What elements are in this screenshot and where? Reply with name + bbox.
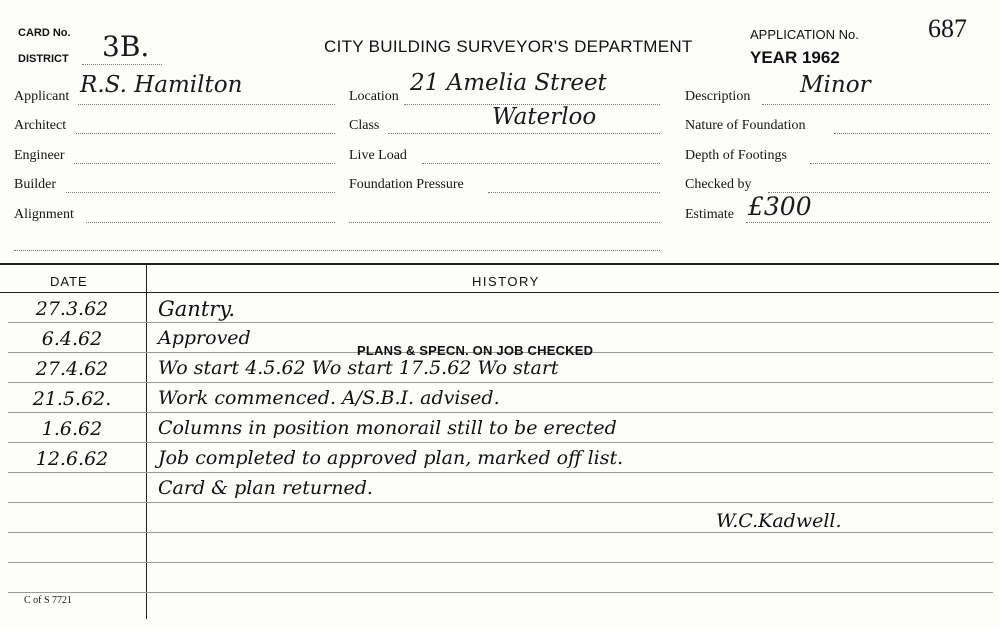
history-line bbox=[8, 592, 993, 593]
history-date: 6.4.62 bbox=[41, 328, 103, 350]
nature-of-foundation-line bbox=[834, 133, 990, 134]
history-line bbox=[8, 562, 993, 563]
history-entry: Approved bbox=[158, 327, 251, 349]
description-label: Description bbox=[685, 89, 751, 104]
history-entry: Work commenced. A/S.B.I. advised. bbox=[158, 387, 500, 409]
history-date: 12.6.62 bbox=[35, 448, 109, 470]
history-top-rule bbox=[0, 263, 999, 265]
history-header: HISTORY bbox=[472, 274, 540, 289]
district-line bbox=[82, 64, 162, 65]
history-entry: Job completed to approved plan, marked off list. bbox=[158, 447, 624, 469]
class-line bbox=[388, 133, 660, 134]
estimate-value: £300 bbox=[748, 192, 812, 221]
history-date: 27.3.62 bbox=[35, 298, 109, 320]
location-value-line2: Waterloo bbox=[492, 104, 597, 130]
estimate-line bbox=[746, 222, 990, 223]
history-line bbox=[8, 322, 993, 323]
history-line bbox=[8, 412, 993, 413]
blank-line-col2 bbox=[349, 222, 660, 223]
builder-label: Builder bbox=[14, 177, 56, 192]
history-signature: W.C.Kadwell. bbox=[716, 510, 842, 532]
location-value: 21 Amelia Street bbox=[410, 70, 607, 96]
history-date: 27.4.62 bbox=[35, 358, 109, 380]
history-date: 1.6.62 bbox=[41, 418, 103, 440]
live-load-label: Live Load bbox=[349, 148, 407, 163]
checked-by-label: Checked by bbox=[685, 177, 752, 192]
live-load-line bbox=[422, 163, 660, 164]
history-date: 21.5.62. bbox=[32, 388, 112, 410]
estimate-label: Estimate bbox=[685, 207, 734, 222]
depth-of-footings-line bbox=[810, 163, 990, 164]
alignment-line bbox=[86, 222, 335, 223]
history-stamp: PLANS & SPECN. ON JOB CHECKED bbox=[357, 343, 594, 358]
form-number: C of S 7721 bbox=[24, 595, 73, 606]
history-line bbox=[8, 382, 993, 383]
applicant-label: Applicant bbox=[14, 89, 70, 104]
history-entry: Columns in position monorail still to be erected bbox=[158, 417, 617, 439]
date-header: DATE bbox=[50, 274, 88, 289]
engineer-line bbox=[74, 163, 335, 164]
applicant-value: R.S. Hamilton bbox=[80, 72, 243, 98]
year-label: YEAR 1962 bbox=[750, 48, 840, 67]
class-label: Class bbox=[349, 118, 380, 133]
history-line bbox=[8, 442, 993, 443]
history-line bbox=[8, 472, 993, 473]
description-value: Minor bbox=[800, 72, 871, 98]
foundation-pressure-line bbox=[488, 192, 660, 193]
engineer-label: Engineer bbox=[14, 148, 65, 163]
history-entry: Gantry. bbox=[158, 297, 236, 321]
history-entry: Wo start 4.5.62 Wo start 17.5.62 Wo start bbox=[158, 357, 559, 379]
nature-of-foundation-label: Nature of Foundation bbox=[685, 118, 806, 133]
alignment-label: Alignment bbox=[14, 207, 74, 222]
history-entry: Card & plan returned. bbox=[158, 477, 373, 499]
architect-label: Architect bbox=[14, 118, 67, 133]
location-label: Location bbox=[349, 89, 399, 104]
depth-of-footings-label: Depth of Footings bbox=[685, 148, 787, 163]
foundation-pressure-label: Foundation Pressure bbox=[349, 177, 464, 192]
architect-line bbox=[76, 133, 335, 134]
applicant-line bbox=[78, 104, 335, 105]
blank-line-bottom bbox=[14, 250, 660, 251]
department-title: CITY BUILDING SURVEYOR'S DEPARTMENT bbox=[324, 37, 693, 56]
application-number: 687 bbox=[928, 14, 967, 43]
application-no-label: APPLICATION No. bbox=[750, 27, 859, 42]
district-label: DISTRICT bbox=[18, 53, 69, 65]
history-line bbox=[8, 532, 993, 533]
card-no-label: CARD No. bbox=[18, 27, 71, 39]
district-value: 3B. bbox=[102, 30, 150, 63]
description-line bbox=[762, 104, 990, 105]
history-line bbox=[8, 502, 993, 503]
history-header-rule bbox=[0, 292, 999, 293]
builder-line bbox=[66, 192, 335, 193]
